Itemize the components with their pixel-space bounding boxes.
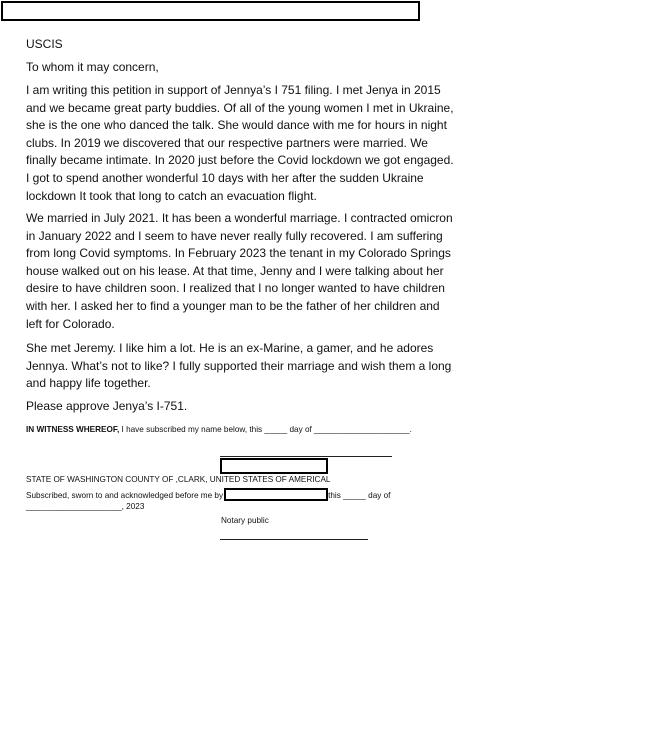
witness-clause: [26, 424, 412, 435]
subscribed-prefix: Subscribed, sworn to and acknowledged before me by: [26, 491, 224, 500]
redaction-box-header: [1, 1, 420, 21]
subscribed-suffix: this _____ day of: [328, 491, 391, 500]
witness-bold-label: IN WITNESS WHEREOF,: [26, 425, 120, 434]
paragraph-3: She met Jeremy. I like him a lot. He is an ex-Marine, a gamer, and he adores Jennya. What’s not to like? I fully supported their marriage and wish them a long and happy life together.: [26, 341, 452, 391]
notary-signature-line: [220, 539, 368, 540]
signature-line: [220, 456, 392, 457]
recipient-heading: USCIS: [26, 37, 63, 51]
witness-text: I have subscribed my name below, this _____ day of _____________________.: [119, 425, 412, 434]
state-county-line: STATE OF WASHINGTON COUNTY OF ,CLARK, UNITED STATES OF AMERICAL: [26, 475, 331, 484]
subscribed-line: [26, 488, 390, 501]
redaction-box-signature: [220, 458, 328, 474]
closing-request: Please approve Jenya’s I-751.: [26, 399, 188, 413]
salutation: To whom it may concern,: [26, 60, 159, 74]
paragraph-1: I am writing this petition in support of Jennya’s I 751 filing. I met Jenya in 2015 and we became great party buddies. Of all of the young women I met in Ukraine, she is the one who danced the talk. She would dance with me for hours in night clubs. In 2019 we discovered that our respective partners were married. We finally became intimate. In 2020 just before the Covid lockdown we got engaged. I got to spend another wonderful 10 days with her after the sudden Ukraine lockdown It took that long to catch an evacuation flight.: [26, 83, 454, 203]
redaction-box-name: [224, 488, 328, 501]
year-line: _____________________, 2023: [26, 502, 145, 511]
paragraph-2: We married in July 2021. It has been a wonderful marriage. I contracted omicron in January 2022 and I seem to have never really fully recovered. I am suffering from long Covid symptoms. In February 2023 the tenant in my Colorado Springs house walked out on his lease. At that time, Jenny and I were talking about her desire to have children soon. I realized that I no longer wanted to have children with her. I asked her to find a younger man to be the father of her children and left for Colorado.: [26, 211, 453, 331]
notary-public-label: Notary public: [221, 516, 269, 525]
